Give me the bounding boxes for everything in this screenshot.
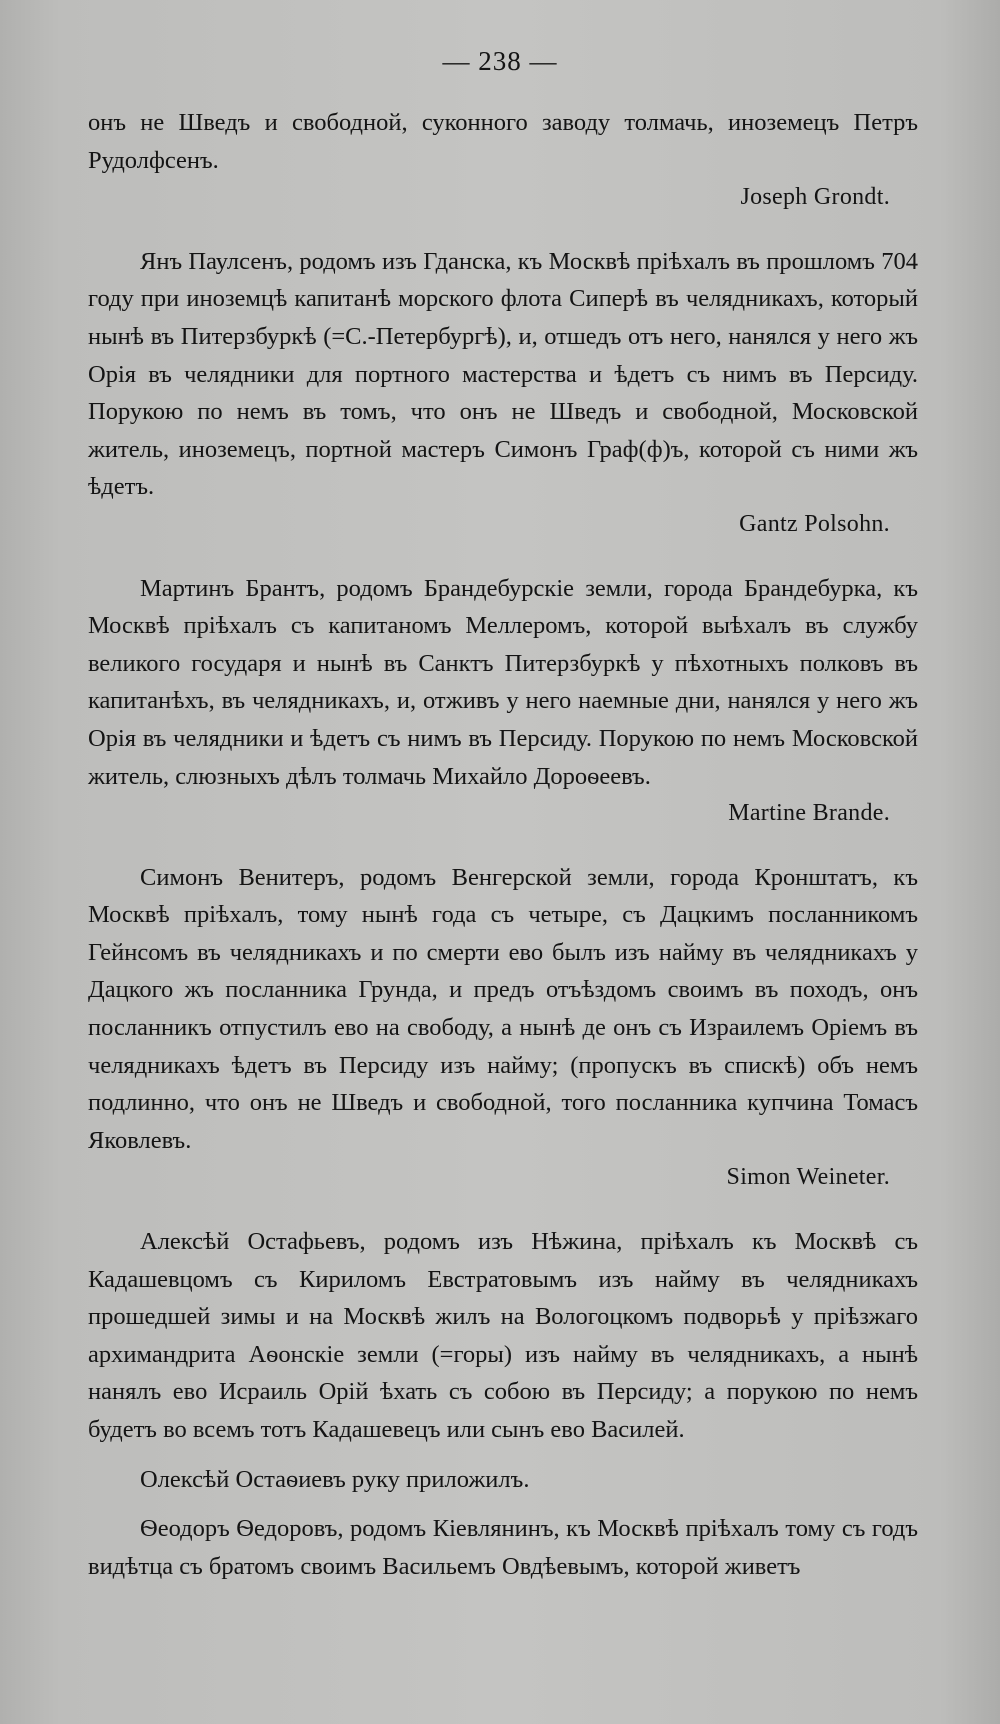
entry-text: онъ не Шведъ и свободной, суконного заводу толмачь, иноземецъ Петръ Рудолфсенъ.	[88, 109, 918, 174]
entry-fedorov	[88, 1510, 918, 1585]
entry-paulsen	[88, 243, 918, 544]
entry-ostafiev-hand	[88, 1461, 918, 1499]
entry-text: Янъ Паулсенъ, родомъ изъ Гданска, къ Москвѣ пріѣхалъ въ прошломъ 704 году при иноземцѣ капитанѣ морского флота Сиперѣ въ челядникахъ, который нынѣ въ Питерзбуркѣ (=С.-Петербургѣ), и, отшедъ отъ него, нанялся у него жъ Орія въ челядники для портного мастерства и ѣдетъ съ нимъ въ Персиду. Порукою по немъ въ томъ, что онъ не Шведъ и свободной, Московской житель, иноземецъ, портной мастеръ Симонъ Граф(ф)ъ, которой съ ними жъ ѣдетъ.	[88, 247, 918, 501]
entry-text: Олексѣй Остаѳиевъ руку приложилъ.	[140, 1465, 530, 1493]
entry-signature: Joseph Grondt.	[740, 184, 890, 211]
page-number: — 238 —	[442, 46, 558, 76]
page-body	[88, 104, 918, 1611]
entry-text: Ѳеодоръ Ѳедоровъ, родомъ Кіевлянинъ, къ Москвѣ пріѣхалъ тому съ годъ видѣтца съ братомъ своимъ Васильемъ Овдѣевымъ, которой живетъ	[88, 1515, 918, 1580]
entry-veniter	[88, 859, 918, 1197]
entry-ostafiev	[88, 1223, 918, 1449]
entry-signature: Simon Weineter.	[726, 1164, 890, 1191]
entry-brant	[88, 570, 918, 833]
entry-signature: Gantz Polsohn.	[739, 510, 890, 537]
entry-text: Алексѣй Остафьевъ, родомъ изъ Нѣжина, пріѣхалъ къ Москвѣ съ Кадашевцомъ съ Кириломъ Евстратовымъ изъ найму въ челядникахъ прошедшей зимы и на Москвѣ жилъ на Вологоцкомъ подворьѣ у пріѣзжаго архимандрита Аѳонскіе земли (=горы) изъ найму въ челядникахъ, а нынѣ нанялъ ево Исраиль Орій ѣхать съ собою въ Персиду; а порукою по немъ будетъ во всемъ тотъ Кадашевецъ или сынъ ево Василей.	[88, 1228, 918, 1443]
entry-text: Мартинъ Брантъ, родомъ Брандебурскіе земли, города Брандебурка, къ Москвѣ пріѣхалъ съ капитаномъ Меллеромъ, которой выѣхалъ въ службу великого государя и нынѣ въ Санктъ Питерзбуркѣ у пѣхотныхъ полковъ въ капитанѣхъ, въ челядникахъ, и, отживъ у него наемные дни, нанялся у него жъ Орія въ челядники и ѣдетъ съ нимъ въ Персиду. Порукою по немъ Московской житель, слюзныхъ дѣлъ толмачь Михайло Дороѳеевъ.	[88, 574, 918, 790]
entry-text: Симонъ Венитеръ, родомъ Венгерской земли, города Кронштатъ, къ Москвѣ пріѣхалъ, тому нынѣ года съ четыре, съ Дацкимъ посланникомъ Гейнсомъ въ челядникахъ и по смерти ево былъ изъ найму въ челядникахъ у Дацкого жъ посланника Грунда, и предъ отъѣздомъ своимъ въ походъ, онъ посланникъ отпустилъ ево на свободу, а нынѣ де онъ съ Израилемъ Оріемъ въ челядникахъ ѣдетъ въ Персиду изъ найму; (пропускъ въ спискѣ) объ немъ подлинно, что онъ не Шведъ и свободной, того посланника купчина Томасъ Яковлевъ.	[88, 863, 918, 1154]
entry-signature: Martine Brande.	[728, 800, 890, 827]
entry-grondt	[88, 104, 918, 217]
